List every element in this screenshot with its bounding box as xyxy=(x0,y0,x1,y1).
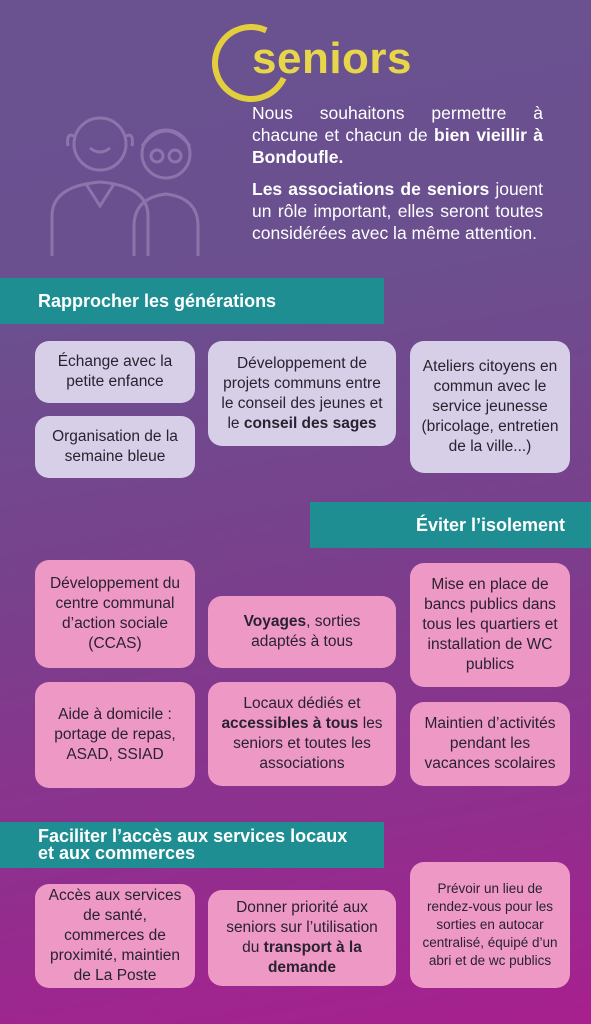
card-ateliers-citoyens: Ateliers citoyens en commun avec le service jeunesse (bricolage, entretien de la ville...) xyxy=(410,341,570,473)
card-projets-communs xyxy=(208,341,396,446)
section-title-isolement: Éviter l’isolement xyxy=(310,502,591,548)
intro-2-bold: Les associations de seniors xyxy=(252,179,490,199)
section-title-generations: Rapprocher les générations xyxy=(0,278,384,324)
section-3-title-line-2: et aux commerces xyxy=(38,843,196,863)
card-lieu-rendez-vous: Prévoir un lieu de rendez-vous pour les sorties en autocar centralisé, équipé d’un abri et de wc publics xyxy=(410,862,570,988)
seniors-couple-icon xyxy=(38,96,218,256)
intro-1-bold: bien vieillir à Bondoufle. xyxy=(252,125,543,167)
card-locaux-text xyxy=(218,694,386,774)
card-projets-bold: conseil des sages xyxy=(243,414,377,432)
card-voyages-bold: Voyages xyxy=(243,613,307,630)
section-title-services xyxy=(0,822,384,868)
card-voyages-text xyxy=(218,612,386,652)
card-petite-enfance: Échange avec la petite enfance xyxy=(35,341,195,403)
card-transport-bold: transport à la demande xyxy=(263,939,362,976)
intro-paragraph-1 xyxy=(252,102,543,168)
card-acces-services: Accès aux services de santé, commerces de proximité, maintien de La Poste xyxy=(35,884,195,988)
card-locaux xyxy=(208,682,396,786)
card-voyages-rest: , sorties adaptés à tous xyxy=(251,613,361,650)
card-bancs-publics: Mise en place de bancs publics dans tous les quartiers et installation de WC publics xyxy=(410,563,570,687)
card-locaux-3: les seniors et toutes les associations xyxy=(233,715,383,772)
card-projets-text: Développement de projets communs entre le conseil des jeunes et le xyxy=(221,354,383,432)
card-maintien-activites: Maintien d’activités pendant les vacances scolaires xyxy=(410,702,570,786)
card-projets-communs-text xyxy=(218,354,386,434)
page-title xyxy=(212,24,472,102)
card-transport-1: Donner priorité aux seniors sur l’utilisation du xyxy=(226,899,378,956)
card-locaux-bold: accessibles à tous xyxy=(221,715,359,732)
section-3-title-text xyxy=(38,828,347,862)
card-aide-domicile: Aide à domicile : portage de repas, ASAD, SSIAD xyxy=(35,682,195,788)
section-3-title-line-1: Faciliter l’accès aux services locaux xyxy=(38,826,348,846)
intro-text xyxy=(252,102,543,254)
card-semaine-bleue: Organisation de la semaine bleue xyxy=(35,416,195,478)
title-text: seniors xyxy=(252,34,413,83)
intro-2-text: jouent un rôle important, elles seront toutes considérées avec la même attention. xyxy=(252,179,543,243)
card-voyages xyxy=(208,596,396,668)
intro-paragraph-2 xyxy=(252,178,543,244)
card-transport-text xyxy=(218,898,386,978)
card-locaux-1: Locaux dédiés et xyxy=(243,695,361,712)
card-ccas: Développement du centre communal d’action sociale (CCAS) xyxy=(35,560,195,668)
card-transport-demande xyxy=(208,890,396,986)
intro-1-text: Nous souhaitons permettre à chacune et chacun de xyxy=(252,103,543,145)
